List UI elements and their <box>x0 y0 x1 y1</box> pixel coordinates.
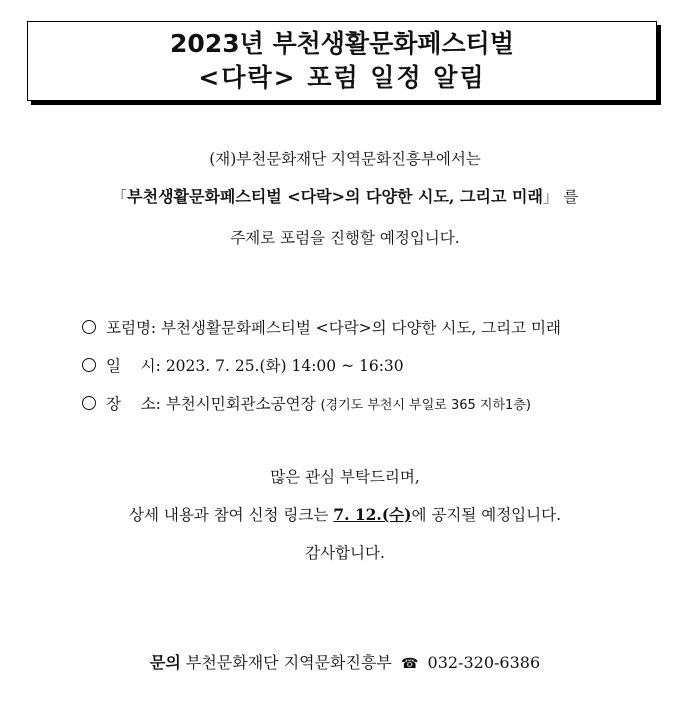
contact-label: 문의 <box>149 653 181 672</box>
detail-row-forum-name <box>82 318 561 338</box>
detail-value: 부천시민회관소공연장 <box>165 395 321 413</box>
detail-row-venue <box>82 394 531 416</box>
venue-address: (경기도 부천시 부일로 365 지하1층) <box>320 398 531 413</box>
phone-icon: ☎ <box>400 656 419 672</box>
detail-value: 부천생활문화페스티벌 <다락>의 다양한 시도, 그리고 미래 <box>161 319 561 337</box>
detail-row-datetime <box>82 356 404 376</box>
bracket-open: 「 <box>111 188 128 206</box>
closing-before: 상세 내용과 참여 신청 링크는 <box>128 506 334 524</box>
contact-org: 부천문화재단 지역문화진흥부 <box>180 653 397 672</box>
detail-label: 일 시: <box>106 357 166 375</box>
closing-after: 에 공지될 예정입니다. <box>411 506 562 524</box>
intro-line-1: (재)부천문화재단 지역문화진흥부에서는 <box>209 150 481 168</box>
bracket-close: 」 <box>542 188 559 206</box>
intro-line-2 <box>0 187 690 207</box>
bullet-circle-icon <box>82 396 96 410</box>
contact-line <box>0 653 690 674</box>
title-box <box>27 21 657 101</box>
bullet-circle-icon <box>82 358 96 372</box>
closing-line-3: 감사합니다. <box>305 544 385 562</box>
detail-label: 장 소: <box>106 395 166 413</box>
closing-line-2 <box>0 505 690 525</box>
closing-line-1: 많은 관심 부탁드리며, <box>270 468 420 486</box>
forum-theme: 부천생활문화페스티벌 <다락>의 다양한 시도, 그리고 미래 <box>127 187 543 206</box>
title-line-2: <다락> 포럼 일정 알림 <box>198 63 486 92</box>
intro-line-2-suffix: 를 <box>558 188 579 206</box>
detail-label: 포럼명: <box>106 319 162 337</box>
detail-value: 2023. 7. 25.(화) 14:00 ~ 16:30 <box>165 357 404 375</box>
intro-line-3: 주제로 포럼을 진행할 예정입니다. <box>230 229 460 247</box>
contact-phone: 032-320-6386 <box>422 653 541 672</box>
notice-date: 7. 12.(수) <box>333 505 412 524</box>
title-line-1: 2023년 부천생활문화페스티벌 <box>170 29 514 58</box>
bullet-circle-icon <box>82 320 96 334</box>
